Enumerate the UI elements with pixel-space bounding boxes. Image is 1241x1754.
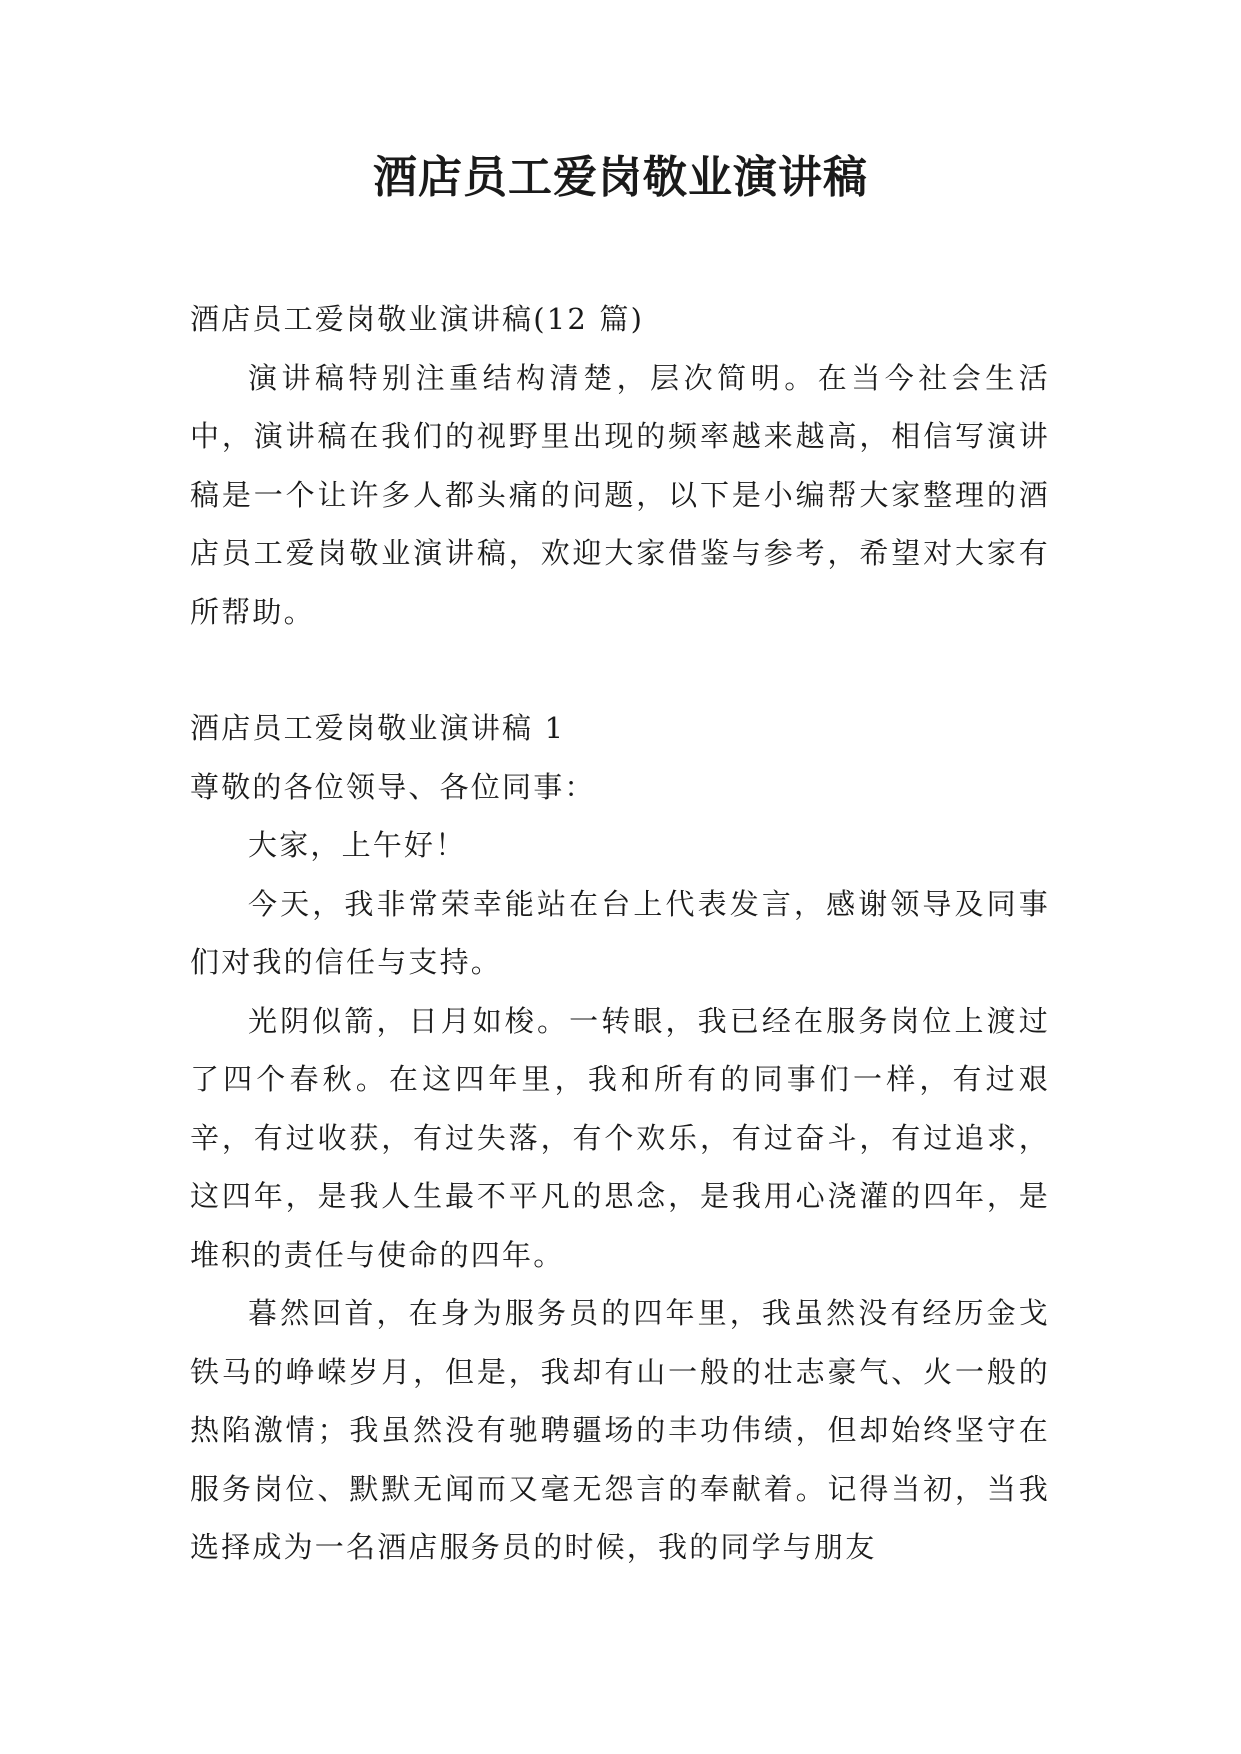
- body-paragraph: 暮然回首，在身为服务员的四年里，我虽然没有经历金戈铁马的峥嵘岁月，但是，我却有山一般的壮志豪气、火一般的热陷激情；我虽然没有驰聘疆场的丰功伟绩，但却始终坚守在服务岗位、默默无闻而又毫无怨言的奉献着。记得当初，当我选择成为一名酒店服务员的时候，我的同学与朋友: [190, 1296, 1050, 1564]
- greeting: 大家，上午好！: [248, 828, 467, 862]
- intro-paragraph: 演讲稿特别注重结构清楚，层次简明。在当今社会生活中，演讲稿在我们的视野里出现的频率越来越高，相信写演讲稿是一个让许多人都头痛的问题，以下是小编帮大家整理的酒店员工爱岗敬业演讲稿，欢迎大家借鉴与参考，希望对大家有所帮助。: [190, 360, 1050, 629]
- body-paragraph: 今天，我非常荣幸能站在台上代表发言，感谢领导及同事们对我的信任与支持。: [190, 886, 1050, 979]
- salutation: 尊敬的各位领导、各位同事：: [190, 769, 596, 804]
- document-body: [190, 290, 1050, 1577]
- document-title: 酒店员工爱岗敬业演讲稿: [373, 152, 868, 203]
- body-paragraph: 光阴似箭，日月如梭。一转眼，我已经在服务岗位上渡过了四个春秋。在这四年里，我和所有的同事们一样，有过艰辛，有过收获，有过失落，有个欢乐，有过奋斗，有过追求，这四年，是我人生最不平凡的思念，是我用心浇灌的四年，是堆积的责任与使命的四年。: [190, 1003, 1050, 1272]
- section-heading: 酒店员工爱岗敬业演讲稿 1: [190, 711, 566, 745]
- document-subtitle: 酒店员工爱岗敬业演讲稿(12 篇): [190, 302, 645, 336]
- section-spacer: [190, 641, 1050, 699]
